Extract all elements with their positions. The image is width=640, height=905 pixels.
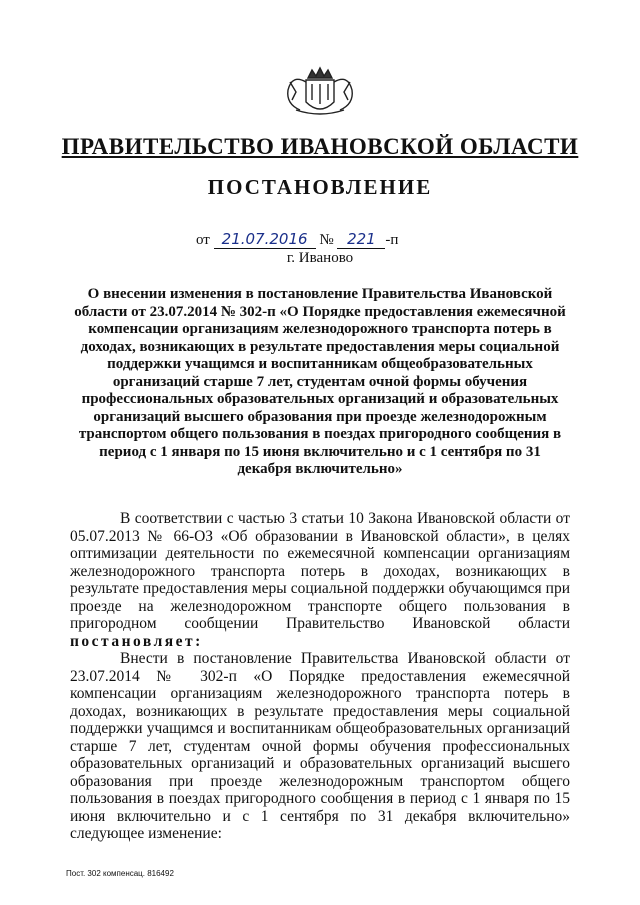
handwritten-number: 221 [337,230,385,249]
document-title: О внесении изменения в постановление Правительства Ивановской области от 23.07.2014 № 302-п «О Порядке предоставления ежемесячной компенсации организациям железнодорожного транспорта потерь в доходах, возникающих в результате предоставления меры социальной поддержки учащимся и воспитанникам общеобразовательных организаций старше 7 лет, студентам очной формы обучения профессиональных образовательных организаций и образовательных организаций высшего образования при проезде железнодорожным транспортом общего пользования в поездах пригородного сообщения в период с 1 января по 15 июня включительно и с 1 сентября по 31 декабря включительно» [74,286,566,477]
number-prefix: № [319,232,334,248]
organization-name: ПРАВИТЕЛЬСТВО ИВАНОВСКОЙ ОБЛАСТИ [61,134,579,159]
document-type: ПОСТАНОВЛЕНИЕ [207,175,433,199]
number-suffix: -п [385,232,399,248]
handwritten-date: 21.07.2016 [214,230,316,249]
footer-note: Пост. 302 компенсац. 816492 [66,869,174,878]
paragraph-amendment: Внести в постановление Правительства Ивановской области от 23.07.2014 № 302-п «О Порядке предоставления ежемесячной компенсации организациям железнодорожного транспорта потерь в доходах, возникающих в результате предоставления меры социальной поддержки учащимся и воспитанникам общеобразовательных организаций старше 7 лет, студентам очной формы обучения профессиональных образовательных организаций и образовательных организаций высшего образования при проезде железнодорожным транспортом общего пользования в поездах пригородного сообщения в период с 1 января по 15 июня включительно и с 1 сентября по 31 декабря включительно» следующее изменение: [70,650,570,842]
decree-word: постановляет: [70,632,203,650]
ivanovo-coat-of-arms-icon [270,60,370,120]
date-number-line [196,230,398,249]
paragraph-preamble [70,510,570,650]
preamble-text: В соответствии с частью 3 статьи 10 Закона Ивановской области от 05.07.2013 № 66-ОЗ «Об образовании в Ивановской области», в целях оптимизации деятельности по ежемесячной компенсации организациям железнодорожного транспорта потерь в доходах, возникающих в результате предоставления меры социальной поддержки обучающимся при проезде на железнодорожном транспорте общего пользования в пригородном сообщении Правительство Ивановской области [70,510,570,632]
date-prefix: от [196,232,210,248]
city: г. Иваново [286,250,354,266]
document-body [70,510,570,843]
